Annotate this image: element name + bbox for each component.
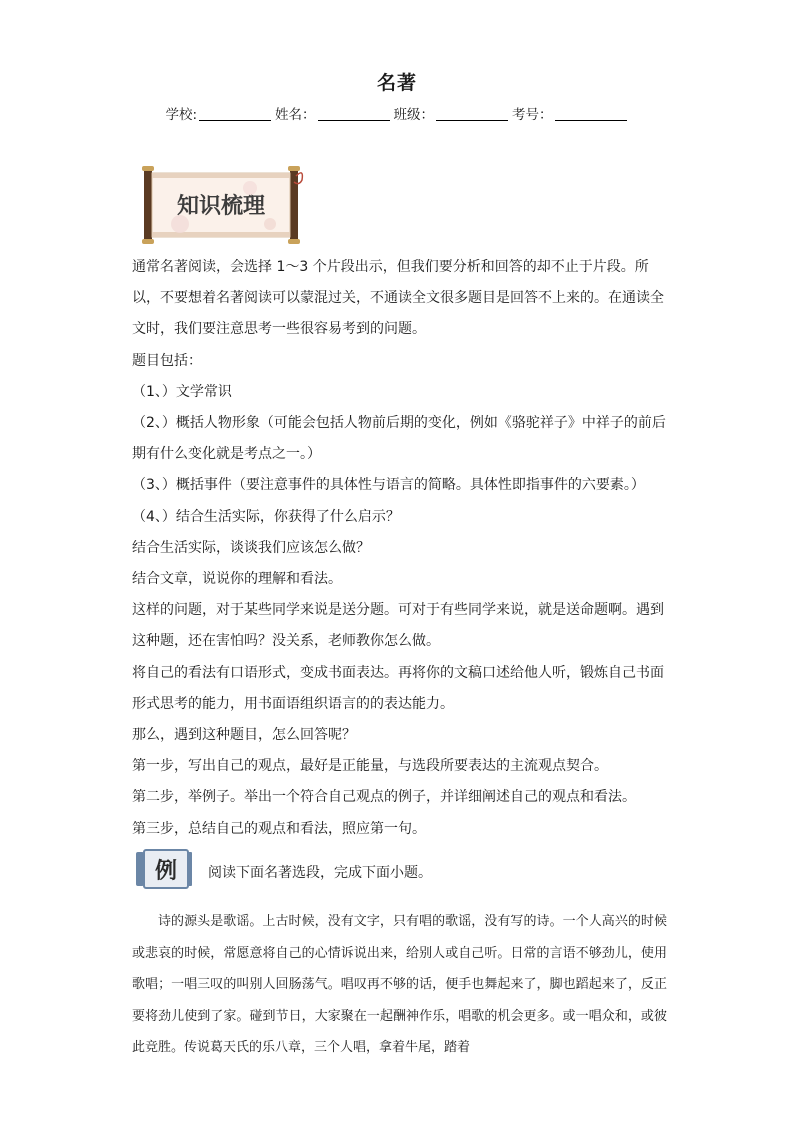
paragraph: 第三步，总结自己的观点和看法，照应第一句。 — [132, 820, 426, 837]
school-blank — [199, 107, 271, 121]
reading-passage — [132, 906, 667, 1064]
scroll-left-roller — [144, 168, 152, 242]
paragraph: 第一步，写出自己的观点，最好是正能量，与选段所要表达的主流观点契合。 — [132, 758, 608, 775]
name-label: 姓名： — [275, 107, 316, 123]
exam-no-blank — [555, 107, 627, 121]
paragraph: 将自己的看法有口语形式，变成书面表达。再将你的文稿口述给他人听，锻炼自己书面形式思考的能力，用书面语组织语言的的表达能力。 — [132, 664, 664, 712]
paragraph: 第二步，举例子。举出一个符合自己观点的例子，并详细阐述自己的观点和看法。 — [132, 789, 636, 806]
exam-no-label: 考号： — [512, 107, 553, 123]
banner-text: 知识梳理 — [176, 193, 266, 219]
paragraph: 结合生活实际，谈谈我们应该怎么做？ — [132, 539, 370, 556]
example-badge-text: 例 — [154, 858, 178, 884]
paragraph: （1、）文学常识 — [132, 383, 232, 400]
example-prompt: 阅读下面名著选段，完成下面小题。 — [208, 865, 432, 881]
paragraph: （2、）概括人物形象（可能会包括人物前后期的变化，例如《骆驼祥子》中祥子的前后期有什么变化就是考点之一。） — [132, 415, 666, 463]
paragraph: 通常名著阅读，会选择 1～3 个片段出示，但我们要分析和回答的却不止于片段。所以，不要想着名著阅读可以蒙混过关，不通读全文很多题目是回答不上来的。在通读全文时，我们要注意思考一些很容易考到的问题。 — [132, 259, 664, 338]
paragraph: 结合文章，说说你的理解和看法。 — [132, 571, 342, 588]
page-title: 名著 — [376, 72, 417, 94]
paragraph: 这样的问题，对于某些同学来说是送分题。可对于有些同学来说，就是送命题啊。遇到这种题，还在害怕吗？没关系，老师教你怎么做。 — [132, 602, 664, 650]
name-blank — [318, 107, 390, 121]
school-label: 学校: — [165, 107, 198, 123]
paragraph: 那么，遇到这种题目，怎么回答呢？ — [132, 727, 356, 744]
knowledge-scroll-banner — [140, 166, 304, 244]
example-badge — [132, 848, 196, 890]
body-text — [132, 252, 672, 845]
example-row — [132, 848, 672, 892]
passage-paragraph: 诗的源头是歌谣。上古时候，没有文字，只有唱的歌谣，没有写的诗。一个人高兴的时候或悲哀的时候，常愿意将自己的心情诉说出来，给别人或自己听。日常的言语不够劲儿，使用歌唱；一唱三叹的叫别人回肠荡气。唱叹再不够的话，便手也舞起来了，脚也蹈起来了，反正要将劲儿使到了家。碰到节日，大家聚在一起酬神作乐，唱歌的机会更多。或一唱众和，或彼此竞胜。传说葛天氏的乐八章，三个人唱，拿着牛尾，踏着 — [132, 914, 667, 1056]
scroll-right-roller — [290, 168, 298, 242]
class-blank — [436, 107, 508, 121]
paragraph: 题目包括： — [132, 352, 202, 369]
student-info-line — [0, 103, 794, 123]
class-label: 班级： — [393, 107, 435, 123]
paragraph: （4、）结合生活实际，你获得了什么启示？ — [132, 508, 400, 525]
paragraph: （3、）概括事件（要注意事件的具体性与语言的简略。具体性即指事件的六要素。） — [132, 477, 645, 494]
